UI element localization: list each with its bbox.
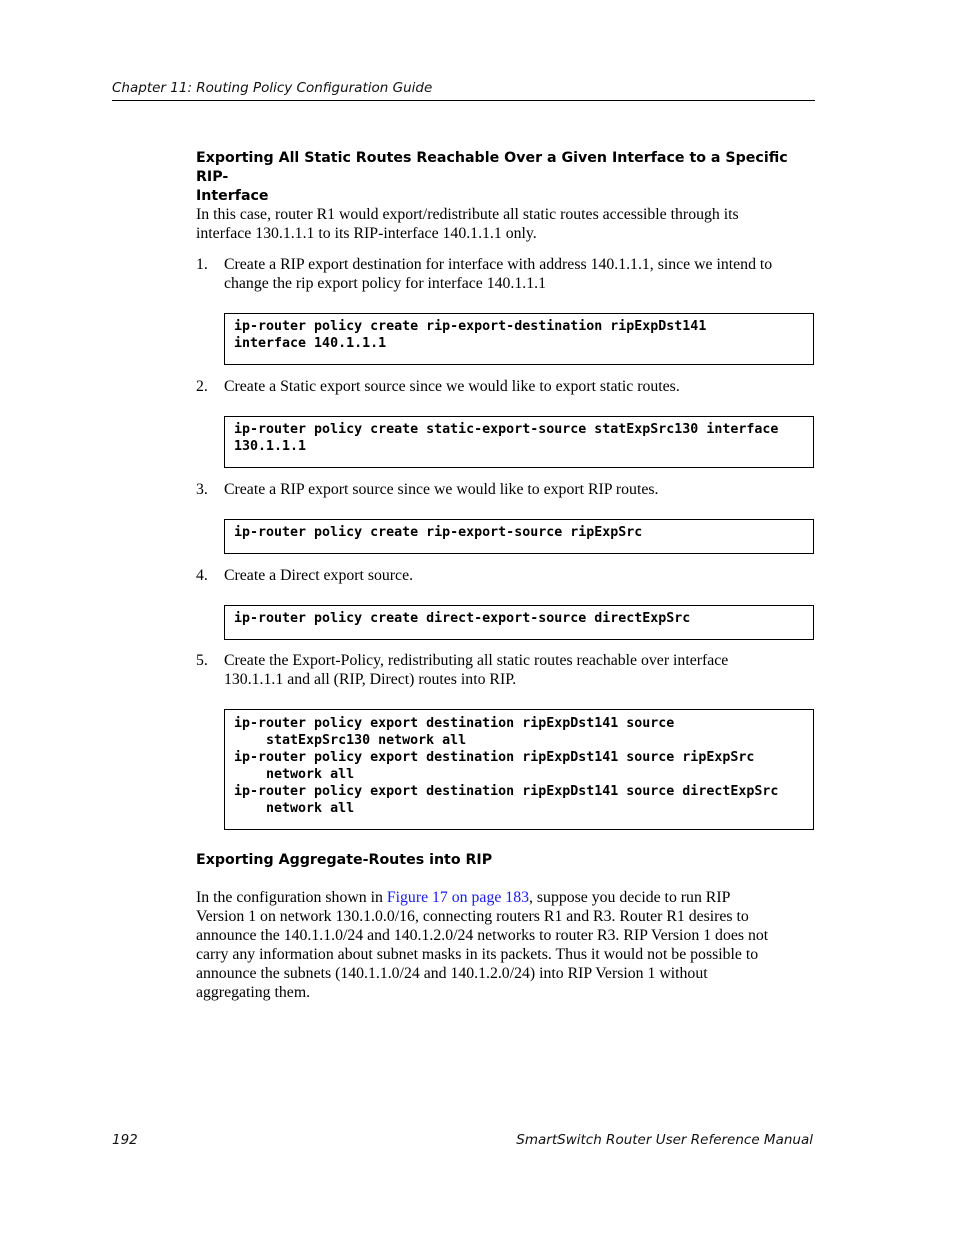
step-number: 4.	[196, 567, 208, 584]
step-line: Create a RIP export destination for interface with address 140.1.1.1, since we intend to	[224, 256, 773, 273]
header-rule	[112, 100, 815, 101]
manual-title: SmartSwitch Router User Reference Manual	[516, 1132, 813, 1148]
step-text	[224, 255, 819, 293]
step-text	[224, 480, 819, 499]
code-line: statExpSrc130 network all	[234, 733, 467, 748]
code-line: ip-router policy create static-export-source statExpSrc130 interface	[234, 422, 779, 437]
paragraph-line: carry any information about subnet masks in its packets. Thus it would not be possible to	[196, 946, 759, 963]
code-line: network all	[234, 767, 355, 782]
paragraph-line: announce the 140.1.1.0/24 and 140.1.2.0/24 networks to router R3. RIP Version 1 does not	[196, 927, 769, 944]
step-line: change the rip export policy for interface 140.1.1.1	[224, 275, 546, 292]
code-block	[224, 519, 814, 554]
step-text	[224, 566, 819, 585]
paragraph-line: aggregating them.	[196, 984, 311, 1001]
section-heading	[196, 149, 816, 206]
body-paragraph	[196, 888, 816, 1002]
section-heading-line: Interface	[196, 188, 269, 204]
step-line: Create the Export-Policy, redistributing all static routes reachable over interface	[224, 652, 729, 669]
paragraph-text: In the configuration shown in	[196, 889, 387, 906]
code-line: ip-router policy export destination ripExpDst141 source	[234, 716, 675, 731]
step-number: 1.	[196, 256, 208, 273]
figure-link[interactable]: Figure 17 on page 183	[386, 889, 529, 906]
paragraph-line	[196, 888, 816, 907]
code-line: ip-router policy export destination ripExpDst141 source ripExpSrc	[234, 750, 755, 765]
paragraph-line: announce the subnets (140.1.1.0/24 and 140.1.2.0/24) into RIP Version 1 without	[196, 965, 708, 982]
code-line: ip-router policy create direct-export-source directExpSrc	[234, 611, 691, 626]
paragraph-line: In this case, router R1 would export/redistribute all static routes accessible through its	[196, 206, 739, 223]
code-block	[224, 605, 814, 640]
intro-paragraph	[196, 205, 816, 243]
running-header: Chapter 11: Routing Policy Configuration Guide	[112, 80, 433, 96]
step-line: 130.1.1.1 and all (RIP, Direct) routes into RIP.	[224, 671, 517, 688]
step-number: 3.	[196, 481, 208, 498]
step-line: Create a RIP export source since we would like to export RIP routes.	[224, 481, 659, 498]
step-text	[224, 651, 819, 689]
code-line: ip-router policy create rip-export-destination ripExpDst141	[234, 319, 707, 334]
code-line: network all	[234, 801, 355, 816]
step-line: Create a Static export source since we would like to export static routes.	[224, 378, 680, 395]
paragraph-line: Version 1 on network 130.1.0.0/16, connecting routers R1 and R3. Router R1 desires to	[196, 908, 749, 925]
step-number: 5.	[196, 652, 208, 669]
code-line: 130.1.1.1	[234, 439, 307, 454]
paragraph-text: , suppose you decide to run RIP	[529, 889, 731, 906]
code-line: ip-router policy create rip-export-source ripExpSrc	[234, 525, 643, 540]
code-block	[224, 313, 814, 365]
code-block	[224, 416, 814, 468]
section-heading-line: Exporting All Static Routes Reachable Over a Given Interface to a Specific RIP-	[196, 150, 788, 185]
step-line: Create a Direct export source.	[224, 567, 414, 584]
step-text	[224, 377, 819, 396]
page-number: 192	[112, 1132, 138, 1148]
step-number: 2.	[196, 378, 208, 395]
paragraph-line: interface 130.1.1.1 to its RIP-interface 140.1.1.1 only.	[196, 225, 537, 242]
code-block	[224, 709, 814, 830]
code-line: interface 140.1.1.1	[234, 336, 387, 351]
section-heading: Exporting Aggregate-Routes into RIP	[196, 852, 493, 868]
code-line: ip-router policy export destination ripExpDst141 source directExpSrc	[234, 784, 779, 799]
